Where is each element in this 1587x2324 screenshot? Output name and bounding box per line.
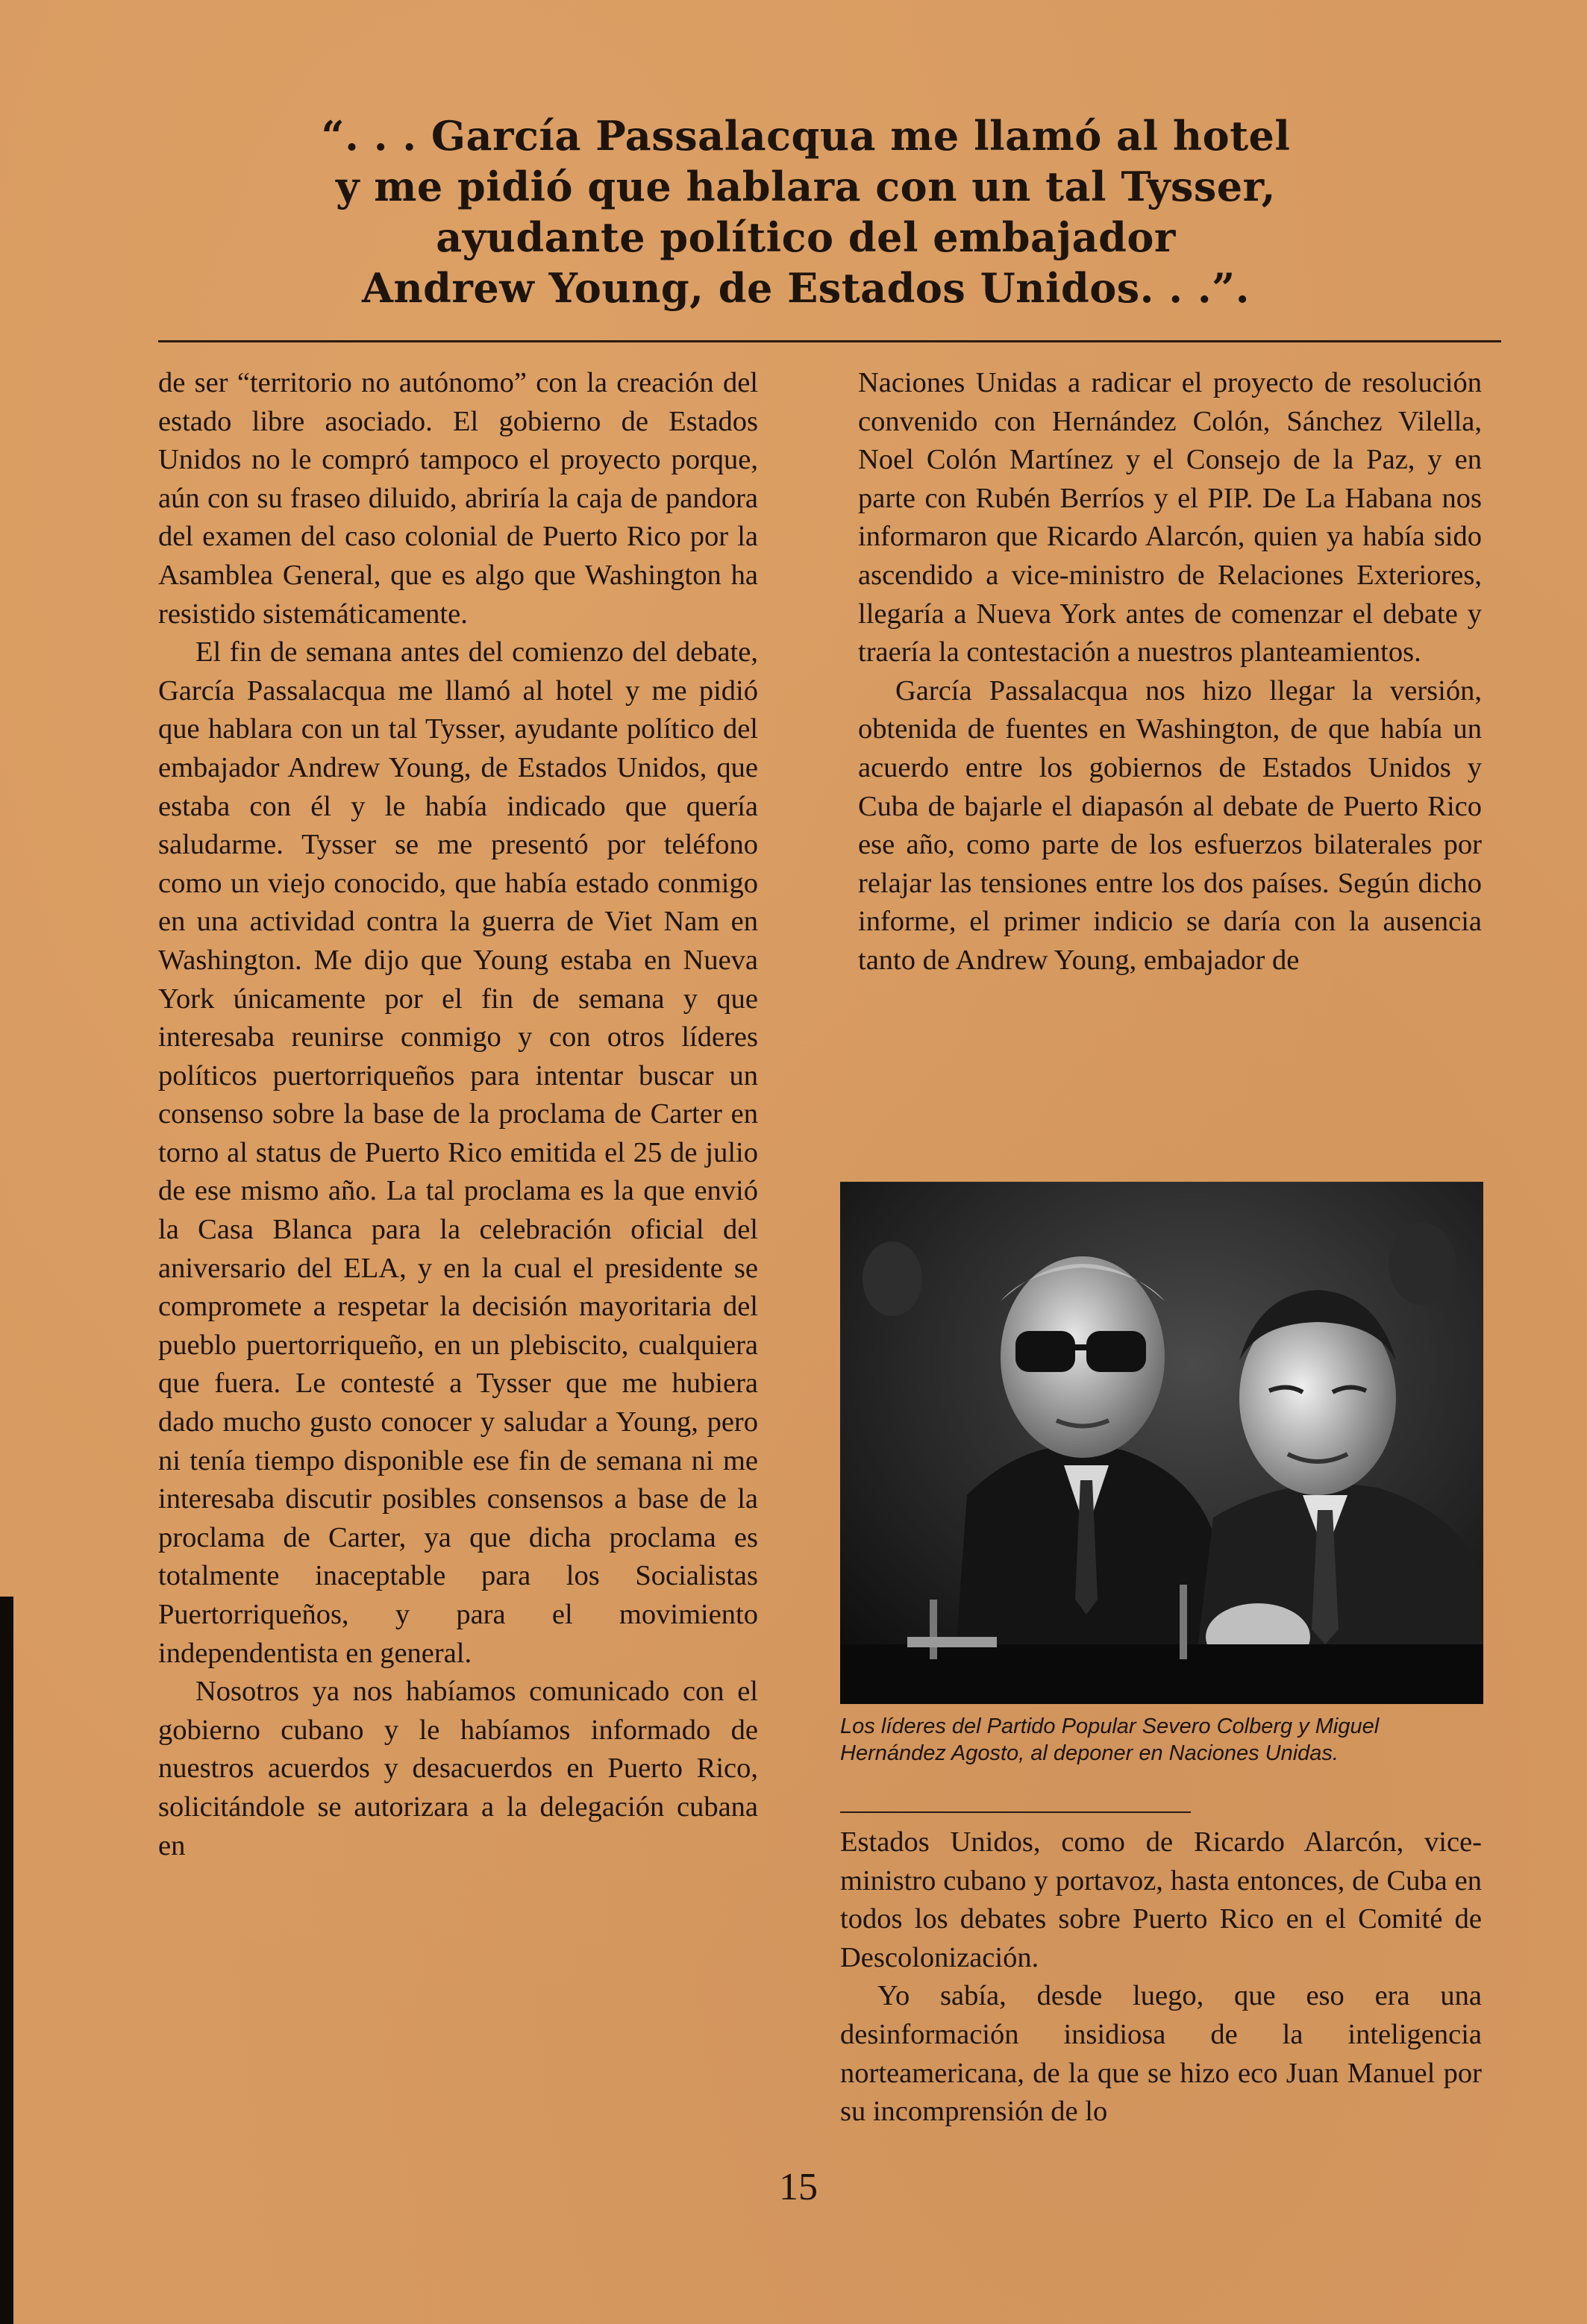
pull-quote: [224, 110, 1388, 313]
paragraph: El fin de semana antes del comienzo del debate, García Passalacqua me llamó al hotel y me pidió que hablara con un tal Tysser, ayudante político del embajador Andrew Young, de Estados Unidos, que estaba con él y le había indicado que quería saludarme. Tysser se me presentó por teléfono como un viejo conocido, que había estado conmigo en una actividad contra la guerra de Viet Nam en Washington. Me dijo que Young estaba en Nueva York únicamente por el fin de semana y que interesaba reunirse conmigo y con otros líderes políticos puertorriqueños para intentar buscar un consenso sobre la base de la proclama de Carter en torno al status de Puerto Rico emitida el 25 de julio de ese mismo año. La tal proclama es la que envió la Casa Blanca para la celebración oficial del aniversario del ELA, y en la cual el presidente se compromete a respetar la decisión mayoritaria del pueblo puertorriqueño, en un plebiscito, cualquiera que fuera. Le contesté a Tysser que me hubiera dado mucho gusto conocer y saludar a Young, pero ni tenía tiempo disponible ese fin de semana ni me interesaba discutir posibles consensos a base de la proclama de Carter, ya que dicha proclama es totalmente inaceptable para los Socialistas Puertorriqueños, y para el movimiento independentista en general.: [158, 636, 758, 1669]
paragraph: Estados Unidos, como de Ricardo Alarcón, vice-ministro cubano y portavoz, hasta entonces, de Cuba en todos los debates sobre Puerto Rico en el Comité de Descolonización.: [840, 1826, 1482, 1973]
paragraph: García Passalacqua nos hizo llegar la versión, obtenida de fuentes en Washington, de que había un acuerdo entre los gobiernos de Estados Unidos y Cuba de bajarle el diapasón al debate de Puerto Rico ese año, como parte de los esfuerzos bilaterales por relajar las tensiones entre los dos países. Según dicho informe, el primer indicio se daría con la ausencia tanto de Andrew Young, embajador de: [858, 674, 1482, 976]
paragraph: Nosotros ya nos habíamos comunicado con el gobierno cubano y le habíamos informado de nuestros acuerdos y desacuerdos en Puerto Rico, solicitándole se autorizara a la delegación cubana en: [158, 1676, 758, 1861]
page-number: 15: [779, 2166, 818, 2208]
left-column: [158, 364, 758, 1865]
photo-caption: Los líderes del Partido Popular Severo Colberg y Miguel Hernández Agosto, al deponer en Naciones Unidas.: [840, 1714, 1380, 1765]
pull-quote-line: “. . . García Passalacqua me llamó al hotel: [321, 112, 1291, 160]
paragraph: Naciones Unidas a radicar el proyecto de resolución convenido con Hernández Colón, Sánchez Vilella, Noel Colón Martínez y el Consejo de la Paz, y en parte con Rubén Berríos y el PIP. De La Habana nos informaron que Ricardo Alarcón, quien ya había sido ascendido a vice-ministro de Relaciones Exteriores, llegaría a Nueva York antes de comenzar el debate y traería la contestación a nuestros planteamientos.: [858, 367, 1482, 668]
pull-quote-line: y me pidió que hablara con un tal Tysser,: [336, 163, 1276, 210]
pull-quote-line: ayudante político del embajador: [436, 213, 1176, 261]
right-column-bottom: [840, 1823, 1482, 2132]
caption-divider: [840, 1811, 1191, 1813]
paragraph: de ser “territorio no autónomo” con la creación del estado libre asociado. El gobierno de Estados Unidos no le compró tampoco el proyecto porque, aún con su fraseo diluido, abriría la caja de pandora del examen del caso colonial de Puerto Rico por la Asamblea General, que es algo que Washington ha resistido sistemáticamente.: [158, 367, 758, 630]
binding-edge: [0, 1597, 13, 2324]
paragraph: Yo sabía, desde luego, que eso era una desinformación insidiosa de la inteligencia norteamericana, de la que se hizo eco Juan Manuel por su incomprensión de lo: [840, 1980, 1482, 2128]
pull-quote-divider: [158, 340, 1501, 342]
right-column-top: [858, 364, 1482, 980]
press-photo: [840, 1182, 1483, 1704]
pull-quote-line: Andrew Young, de Estados Unidos. . .”.: [361, 264, 1250, 312]
